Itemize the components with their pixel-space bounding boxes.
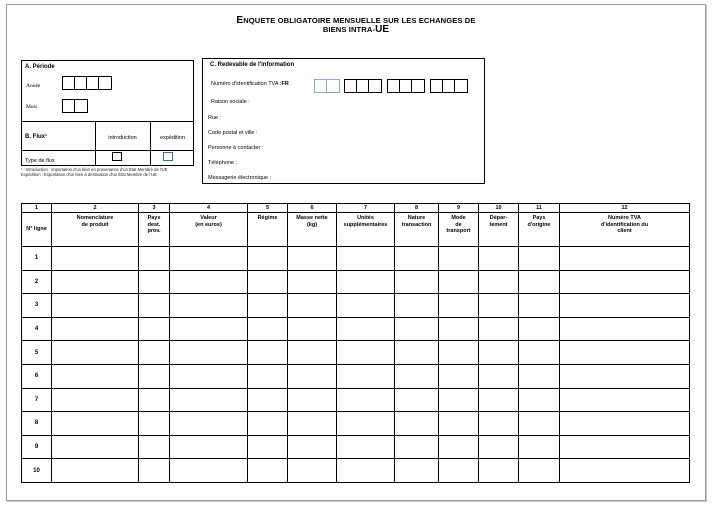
table-cell[interactable] — [439, 247, 479, 271]
table-cell[interactable] — [479, 247, 519, 271]
table-cell[interactable] — [248, 270, 288, 294]
column-number: 8 — [395, 204, 439, 213]
column-number: 11 — [519, 204, 560, 213]
row-number: 8 — [22, 412, 52, 436]
table-cell[interactable] — [248, 341, 288, 365]
telephone-field[interactable]: Téléphone : — [208, 160, 238, 166]
row-number: 7 — [22, 388, 52, 412]
section-b-heading: B. Flux¹ — [25, 134, 47, 140]
column-header: Pays d'origine — [519, 213, 560, 247]
table-row — [22, 294, 690, 318]
column-header: Mode de transport — [439, 213, 479, 247]
row-number: 1 — [22, 247, 52, 271]
table-cell[interactable] — [170, 459, 248, 483]
table-cell[interactable] — [560, 247, 690, 271]
rue-field[interactable]: Rue : — [208, 115, 222, 121]
table-cell[interactable] — [337, 435, 395, 459]
table-cell[interactable] — [170, 294, 248, 318]
table-cell[interactable] — [519, 247, 560, 271]
table-cell[interactable] — [139, 317, 170, 341]
table-cell[interactable] — [170, 317, 248, 341]
table-cell[interactable] — [395, 388, 439, 412]
table-cell[interactable] — [52, 364, 139, 388]
table-cell[interactable] — [337, 388, 395, 412]
row-number: 2 — [22, 270, 52, 294]
column-header: N° ligne — [22, 213, 52, 247]
messagerie-field[interactable]: Messagerie électronique : — [208, 175, 271, 181]
section-c-heading: C. Redevable de l'information — [210, 62, 295, 68]
table-row — [22, 412, 690, 436]
note-expedition: Expédition : Exportation d'un bien à destination d'un État Membre de l'UE — [21, 172, 157, 177]
tva-siren-1[interactable] — [344, 79, 382, 93]
table-cell[interactable] — [560, 435, 690, 459]
table-cell[interactable] — [439, 317, 479, 341]
table-cell[interactable] — [139, 388, 170, 412]
expedition-label: expédition — [159, 135, 186, 141]
table-cell[interactable] — [337, 459, 395, 483]
column-number: 10 — [479, 204, 519, 213]
table-cell[interactable] — [439, 364, 479, 388]
column-number: 1 — [22, 204, 52, 213]
column-header: Régime — [248, 213, 288, 247]
table-cell[interactable] — [170, 247, 248, 271]
table-cell[interactable] — [395, 341, 439, 365]
table-cell[interactable] — [479, 435, 519, 459]
table-cell[interactable] — [479, 388, 519, 412]
form-title-line2: BIENS INTRA-UE — [322, 24, 390, 35]
table-cell[interactable] — [52, 412, 139, 436]
column-header-row — [22, 213, 690, 247]
tva-label: Numéro d'identification TVA :FR — [211, 81, 289, 87]
table-cell[interactable] — [248, 435, 288, 459]
table-cell[interactable] — [439, 459, 479, 483]
table-cell[interactable] — [560, 317, 690, 341]
redevable-box — [202, 58, 485, 184]
flux-notes — [21, 167, 201, 177]
column-header: Masse nette (kg) — [288, 213, 337, 247]
table-cell[interactable] — [479, 294, 519, 318]
table-cell[interactable] — [248, 317, 288, 341]
table-cell[interactable] — [52, 459, 139, 483]
table-cell[interactable] — [439, 270, 479, 294]
column-header: Nature transaction — [395, 213, 439, 247]
table-cell[interactable] — [519, 388, 560, 412]
table-cell[interactable] — [519, 435, 560, 459]
table-cell[interactable] — [395, 270, 439, 294]
table-cell[interactable] — [52, 270, 139, 294]
tva-siren-2[interactable] — [387, 79, 425, 93]
row-number: 5 — [22, 341, 52, 365]
row-number: 9 — [22, 435, 52, 459]
note-introduction: ¹ : Introduction : importation d'un bien en provenance d'un État Membre de l'UE — [21, 167, 168, 172]
table-cell[interactable] — [52, 341, 139, 365]
table-cell[interactable] — [337, 364, 395, 388]
table-cell[interactable] — [288, 317, 337, 341]
table-cell[interactable] — [439, 388, 479, 412]
table-cell[interactable] — [288, 412, 337, 436]
table-cell[interactable] — [288, 341, 337, 365]
mois-input[interactable] — [62, 99, 88, 113]
table-cell[interactable] — [337, 247, 395, 271]
table-row — [22, 247, 690, 271]
table-cell[interactable] — [479, 412, 519, 436]
column-number: 12 — [560, 204, 690, 213]
table-cell[interactable] — [288, 294, 337, 318]
table-cell[interactable] — [519, 341, 560, 365]
table-cell[interactable] — [52, 317, 139, 341]
period-flux-box — [21, 60, 194, 166]
table-cell[interactable] — [139, 294, 170, 318]
table-cell[interactable] — [170, 388, 248, 412]
column-header: Nomenclature de produit — [52, 213, 139, 247]
row-number: 3 — [22, 294, 52, 318]
table-cell[interactable] — [288, 388, 337, 412]
table-cell[interactable] — [395, 364, 439, 388]
table-cell[interactable] — [288, 459, 337, 483]
code-postal-field[interactable]: Code postal et ville : — [208, 130, 258, 136]
column-number: 5 — [248, 204, 288, 213]
table-cell[interactable] — [395, 412, 439, 436]
table-cell[interactable] — [52, 247, 139, 271]
table-cell[interactable] — [439, 294, 479, 318]
table-row — [22, 459, 690, 483]
introduction-checkbox[interactable] — [112, 152, 122, 161]
table-cell[interactable] — [519, 459, 560, 483]
table-cell[interactable] — [139, 459, 170, 483]
table-cell[interactable] — [395, 459, 439, 483]
expedition-checkbox[interactable] — [163, 152, 173, 161]
table-cell[interactable] — [139, 364, 170, 388]
column-number: 7 — [337, 204, 395, 213]
column-header: Numéro TVA d'identification du client — [560, 213, 690, 247]
table-cell[interactable] — [139, 435, 170, 459]
table-cell[interactable] — [248, 459, 288, 483]
table-cell[interactable] — [337, 270, 395, 294]
table-cell[interactable] — [479, 459, 519, 483]
table-cell[interactable] — [395, 435, 439, 459]
column-number-row — [22, 204, 690, 213]
table-cell[interactable] — [170, 412, 248, 436]
type-flux-label: Type de flux — [25, 158, 55, 164]
section-a-heading: A. Période — [25, 64, 55, 70]
table-cell[interactable] — [288, 364, 337, 388]
annee-label: Année — [26, 83, 41, 89]
column-number: 9 — [439, 204, 479, 213]
personne-field[interactable]: Personne à contacter : — [208, 145, 264, 151]
table-cell[interactable] — [560, 459, 690, 483]
table-cell[interactable] — [337, 412, 395, 436]
table-row — [22, 270, 690, 294]
table-cell[interactable] — [288, 247, 337, 271]
table-cell[interactable] — [519, 412, 560, 436]
table-cell[interactable] — [337, 317, 395, 341]
table-cell[interactable] — [52, 388, 139, 412]
table-cell[interactable] — [52, 435, 139, 459]
table-cell[interactable] — [170, 364, 248, 388]
table-row — [22, 364, 690, 388]
table-row — [22, 388, 690, 412]
table-cell[interactable] — [337, 294, 395, 318]
table-cell[interactable] — [439, 341, 479, 365]
column-header: Valeur (en euros) — [170, 213, 248, 247]
table-row — [22, 317, 690, 341]
table-cell[interactable] — [519, 364, 560, 388]
column-number: 3 — [139, 204, 170, 213]
annee-input[interactable] — [62, 76, 112, 90]
tva-key-input[interactable] — [314, 79, 340, 93]
form-title-line1: ENQUETE OBLIGATOIRE MENSUELLE SUR LES ECHANGES DE — [236, 15, 476, 26]
row-number: 10 — [22, 459, 52, 483]
table-cell[interactable] — [248, 388, 288, 412]
table-cell[interactable] — [395, 294, 439, 318]
table-cell[interactable] — [288, 435, 337, 459]
raison-sociale-field[interactable]: Raison sociale : — [211, 99, 250, 105]
mois-label: Mois — [26, 104, 38, 110]
table-cell[interactable] — [248, 412, 288, 436]
column-number: 2 — [52, 204, 139, 213]
table-cell[interactable] — [170, 435, 248, 459]
table-cell[interactable] — [560, 412, 690, 436]
row-number: 4 — [22, 317, 52, 341]
table-cell[interactable] — [248, 247, 288, 271]
introduction-label: introduction — [108, 135, 137, 141]
table-cell[interactable] — [139, 412, 170, 436]
table-cell[interactable] — [479, 364, 519, 388]
table-cell[interactable] — [560, 364, 690, 388]
table-cell[interactable] — [395, 317, 439, 341]
column-header: Dépar- tement — [479, 213, 519, 247]
table-cell[interactable] — [170, 341, 248, 365]
tva-siren-3[interactable] — [430, 79, 468, 93]
table-cell[interactable] — [560, 294, 690, 318]
table-cell[interactable] — [479, 270, 519, 294]
table-cell[interactable] — [139, 247, 170, 271]
table-cell[interactable] — [248, 294, 288, 318]
table-cell[interactable] — [52, 294, 139, 318]
row-number: 6 — [22, 364, 52, 388]
table-cell[interactable] — [479, 341, 519, 365]
table-cell[interactable] — [139, 270, 170, 294]
table-cell[interactable] — [479, 317, 519, 341]
table-cell[interactable] — [519, 270, 560, 294]
column-header: Pays dest. prov. — [139, 213, 170, 247]
table-cell[interactable] — [337, 341, 395, 365]
divider — [22, 121, 193, 122]
table-cell[interactable] — [560, 270, 690, 294]
table-cell[interactable] — [139, 341, 170, 365]
table-cell[interactable] — [439, 412, 479, 436]
table-cell[interactable] — [439, 435, 479, 459]
table-row — [22, 435, 690, 459]
declaration-table — [21, 203, 690, 483]
table-cell[interactable] — [519, 294, 560, 318]
table-cell[interactable] — [288, 270, 337, 294]
table-cell[interactable] — [560, 388, 690, 412]
table-cell[interactable] — [560, 341, 690, 365]
table-row — [22, 341, 690, 365]
table-cell[interactable] — [248, 364, 288, 388]
column-number: 6 — [288, 204, 337, 213]
table-cell[interactable] — [395, 247, 439, 271]
table-cell[interactable] — [170, 270, 248, 294]
column-number: 4 — [170, 204, 248, 213]
column-header: Unités supplémentaires — [337, 213, 395, 247]
table-cell[interactable] — [519, 317, 560, 341]
